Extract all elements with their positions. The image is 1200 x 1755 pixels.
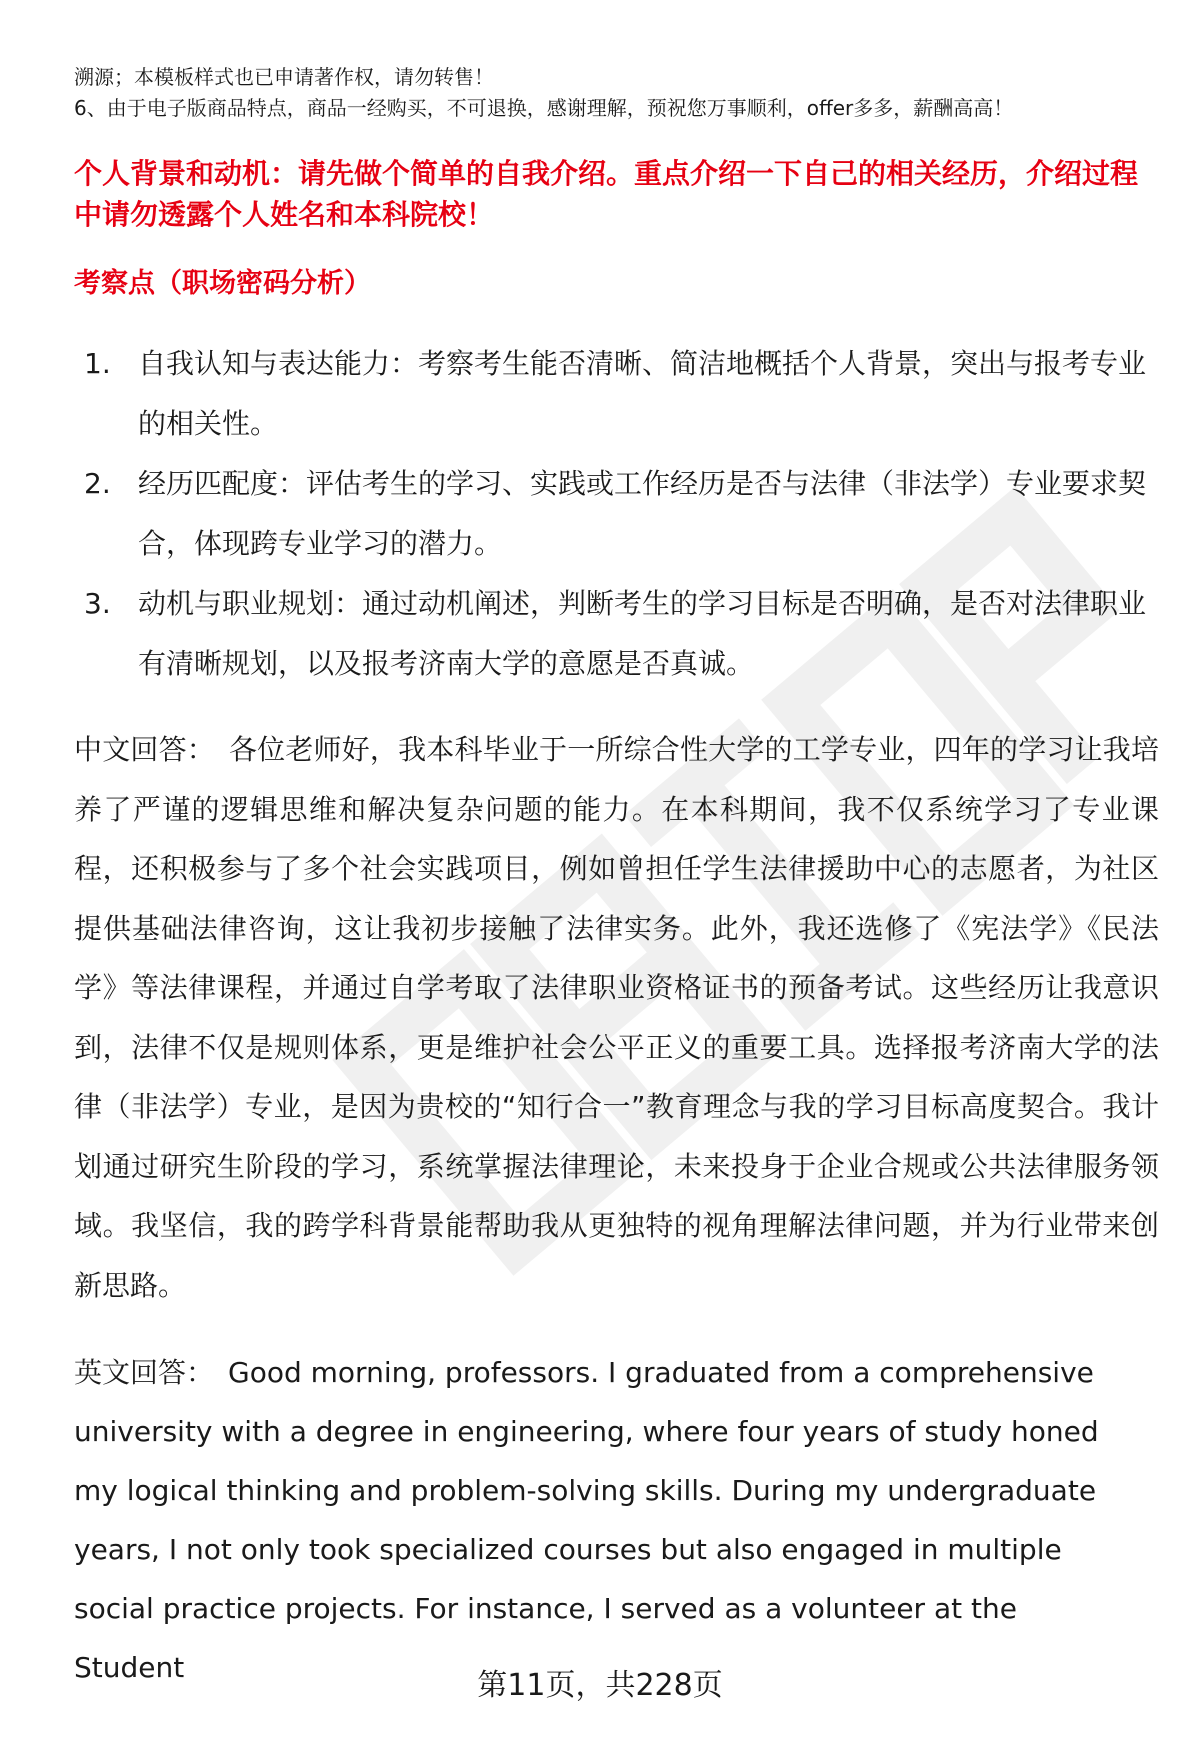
list-item: [84, 454, 1159, 574]
list-item-number: 1.: [84, 347, 111, 380]
english-answer-text: Good morning, professors. I graduated from a comprehensive university with a degree in engineering, where four years of study honed my logical thinking and problem-solving skills. During my undergraduate years, I not only took specialized courses but also engaged in multiple social practice projects. For instance, I served as a volunteer at the Student: [74, 1356, 1099, 1684]
notice-line-1: 溯源；本模板样式也已申请著作权，请勿转售！: [74, 65, 494, 89]
section-title: 考察点（职场密码分析）: [74, 268, 371, 299]
chinese-answer-text: 各位老师好，我本科毕业于一所综合性大学的工学专业，四年的学习让我培养了严谨的逻辑思维和解决复杂问题的能力。在本科期间，我不仅系统学习了专业课程，还积极参与了多个社会实践项目，例如曾担任学生法律援助中心的志愿者，为社区提供基础法律咨询，这让我初步接触了法律实务。此外，我还选修了《宪法学》《民法学》等法律课程，并通过自学考取了法律职业资格证书的预备考试。这些经历让我意识到，法律不仅是规则体系，更是维护社会公平正义的重要工具。选择报考济南大学的法律（非法学）专业，是因为贵校的“知行合一”教育理念与我的学习目标高度契合。我计划通过研究生阶段的学习，系统掌握法律理论，未来投身于企业合规或公共法律服务领域。我坚信，我的跨学科背景能帮助我从更独特的视角理解法律问题，并为行业带来创新思路。: [74, 733, 1159, 1302]
chinese-answer: [74, 720, 1159, 1315]
list-item-text: 动机与职业规划：通过动机阐述，判断考生的学习目标是否明确，是否对法律职业有清晰规划，以及报考济南大学的意愿是否真诚。: [138, 587, 1147, 680]
list-item: [84, 574, 1159, 694]
list-item-number: 3.: [84, 587, 111, 620]
chinese-answer-label: 中文回答：: [74, 733, 215, 766]
notice-line-2: 6、由于电子版商品特点，商品一经购买，不可退换，感谢理解，预祝您万事顺利，offer多多，薪酬高高！: [74, 96, 1014, 120]
english-answer: [74, 1343, 1134, 1697]
question-heading: 个人背景和动机：请先做个简单的自我介绍。重点介绍一下自己的相关经历，介绍过程中请勿透露个人姓名和本科院校！: [74, 157, 1139, 231]
list-item-text: 自我认知与表达能力：考察考生能否清晰、简洁地概括个人背景，突出与报考专业的相关性。: [138, 347, 1147, 440]
english-answer-label: 英文回答：: [74, 1356, 215, 1389]
page-number-footer: 第11页，共228页: [477, 1668, 723, 1703]
list-item-text: 经历匹配度：评估考生的学习、实践或工作经历是否与法律（非法学）专业要求契合，体现跨专业学习的潜力。: [138, 467, 1147, 560]
list-item-number: 2.: [84, 467, 111, 500]
list-item: [84, 334, 1159, 454]
assessment-points-list: [84, 334, 1159, 694]
